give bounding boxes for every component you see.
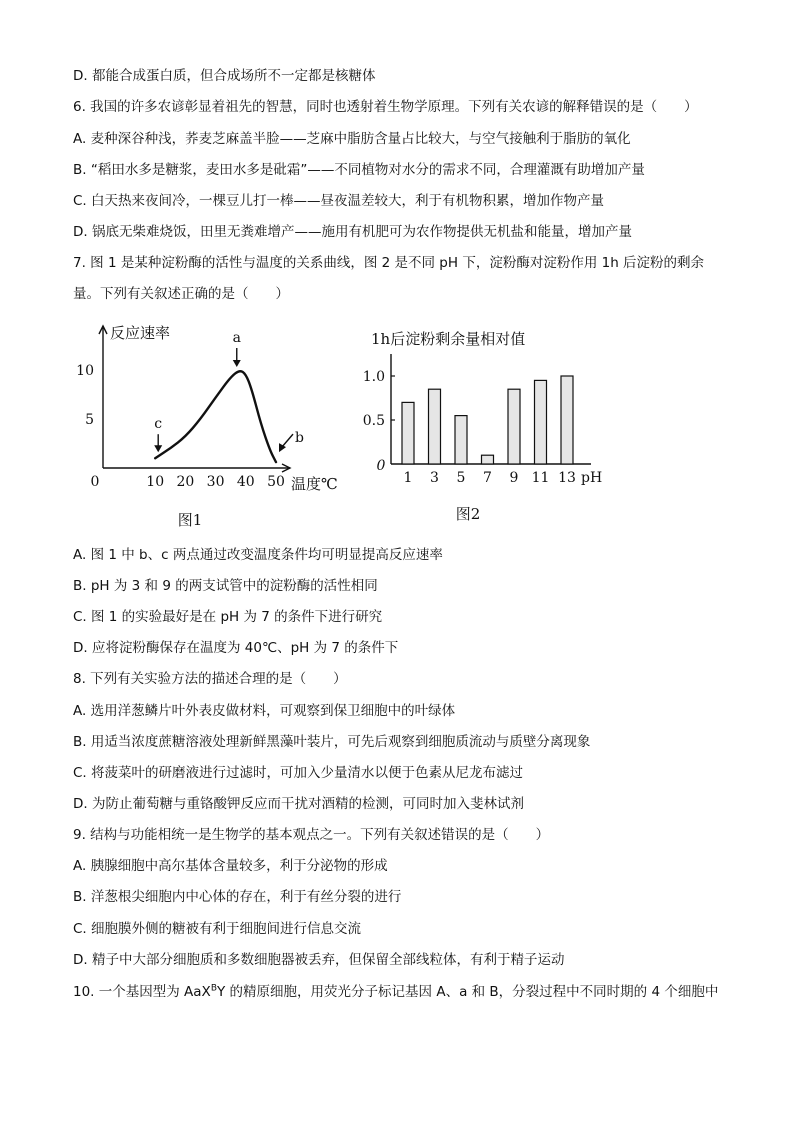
fig2-bar (508, 389, 520, 464)
text-line: B. 用适当浓度蔗糖溶液处理新鲜黑藻叶装片，可先后观察到细胞质流动与质壁分离现象 (73, 734, 591, 750)
q10-suffix: Y 的精原细胞，用荧光分子标记基因 A、a 和 B，分裂过程中不同时期的 4 个细胞中 (217, 984, 719, 1000)
fig2-x-tick-label: 5 (456, 470, 466, 486)
fig2-y-tick-label: 0.5 (362, 413, 385, 429)
fig2-x-tick-label: 7 (483, 470, 492, 486)
fig2-bar (455, 416, 467, 464)
fig1-x-tick-label: 50 (267, 474, 285, 490)
text-line: C. 白天热来夜间冷，一棵豆儿打一棒——昼夜温差较大，利于有机物积累，增加作物产量 (73, 193, 605, 209)
q10-prefix: 10. 一个基因型为 AaX (73, 984, 211, 1000)
figure-1-chart (76, 318, 360, 538)
text-line: A. 图 1 中 b、c 两点通过改变温度条件均可明显提高反应速率 (73, 547, 443, 563)
text-line: A. 麦种深谷种浅，荞麦芝麻盖半脸——芝麻中脂肪含量占比较大，与空气接触利于脂肪的氧化 (73, 131, 631, 147)
fig1-plot (154, 330, 304, 462)
fig2-plot (402, 376, 573, 464)
text-line: B. pH 为 3 和 9 的两支试管中的淀粉酶的活性相同 (73, 578, 378, 594)
figure-2-chart (355, 318, 625, 538)
fig1-arrowhead-a (233, 360, 241, 367)
text-line: C. 将菠菜叶的研磨液进行过滤时，可加入少量清水以便于色素从尼龙布滤过 (73, 765, 524, 781)
fig1-x-label: 温度℃ (291, 475, 338, 493)
text-line: C. 图 1 的实验最好是在 pH 为 7 的条件下进行研究 (73, 609, 383, 625)
text-line: 量。下列有关叙述正确的是（ ） (73, 286, 289, 302)
fig1-x-tick-label: 20 (176, 474, 195, 490)
text-line: C. 细胞膜外侧的糖被有利于细胞间进行信息交流 (73, 921, 362, 937)
fig1-annotation-b: b (295, 430, 304, 447)
fig2-x-tick-label: 13 (558, 470, 576, 486)
fig1-x-tick-label: 30 (206, 474, 225, 490)
fig1-annotation-a: a (232, 330, 241, 346)
fig1-annotation-c: c (154, 416, 163, 433)
fig2-x-tick-label: 1 (403, 470, 413, 486)
fig2-y-tick-label: 1.0 (362, 369, 385, 385)
fig2-caption: 图2 (455, 505, 481, 523)
fig2-bar (561, 376, 573, 464)
text-line: B. 洋葱根尖细胞内中心体的存在，利于有丝分裂的进行 (73, 889, 402, 905)
text-line: 8. 下列有关实验方法的描述合理的是（ ） (73, 671, 347, 687)
fig2-bar (402, 402, 414, 464)
text-line: D. 应将淀粉酶保存在温度为 40℃、pH 为 7 的条件下 (73, 640, 399, 656)
text-line: A. 选用洋葱鳞片叶外表皮做材料，可观察到保卫细胞中的叶绿体 (73, 703, 456, 719)
text-line: A. 胰腺细胞中高尔基体含量较多，利于分泌物的形成 (73, 858, 388, 874)
text-line: D. 锅底无柴难烧饭，田里无粪难增产——施用有机肥可为农作物提供无机盐和能量，增加产量 (73, 224, 632, 240)
fig2-x-tick-label: 3 (430, 470, 439, 486)
q10-superscript: B (210, 983, 217, 994)
text-line: B. “稻田水多是糖浆，麦田水多是砒霜”——不同植物对水分的需求不同，合理灌溉有助增加产量 (73, 162, 645, 178)
fig2-x-unit: pH (581, 470, 603, 486)
fig2-x-tick-label: 11 (531, 470, 550, 486)
fig1-x-tick-label: 40 (236, 474, 255, 490)
fig1-x-tick-label: 10 (146, 474, 165, 490)
fig2-x-tick-label: 9 (509, 470, 519, 486)
fig2-bar (429, 389, 441, 464)
fig1-x-tick-label: 0 (90, 474, 100, 490)
fig2-origin-label: 0 (376, 458, 386, 474)
text-line: 6. 我国的许多农谚彰显着祖先的智慧，同时也透射着生物学原理。下列有关农谚的解释错误的是（ ） (73, 99, 698, 115)
text-line: D. 为防止葡萄糖与重铬酸钾反应而干扰对酒精的检测，可同时加入斐林试剂 (73, 796, 524, 812)
text-line: D. 精子中大部分细胞质和多数细胞器被丢弃，但保留全部线粒体，有利于精子运动 (73, 952, 565, 968)
fig1-caption: 图1 (177, 511, 203, 529)
text-line: 7. 图 1 是某种淀粉酶的活性与温度的关系曲线，图 2 是不同 pH 下，淀粉酶对淀粉作用 1h 后淀粉的剩余 (73, 255, 705, 271)
fig1-y-tick-label: 5 (85, 412, 94, 428)
fig2-title: 1h后淀粉剩余量相对值 (371, 330, 526, 348)
fig2-bar (482, 455, 494, 464)
text-line-q10 (73, 983, 718, 1001)
fig1-arrowhead-c (154, 445, 162, 452)
fig1-axes (76, 324, 338, 529)
text-line: D. 都能合成蛋白质，但合成场所不一定都是核糖体 (73, 68, 376, 84)
fig1-y-label: 反应速率 (110, 324, 171, 342)
fig1-y-tick-label: 10 (76, 363, 94, 379)
fig2-bar (535, 380, 547, 464)
text-line: 9. 结构与功能相统一是生物学的基本观点之一。下列有关叙述错误的是（ ） (73, 827, 550, 843)
fig1-curve (155, 371, 276, 462)
